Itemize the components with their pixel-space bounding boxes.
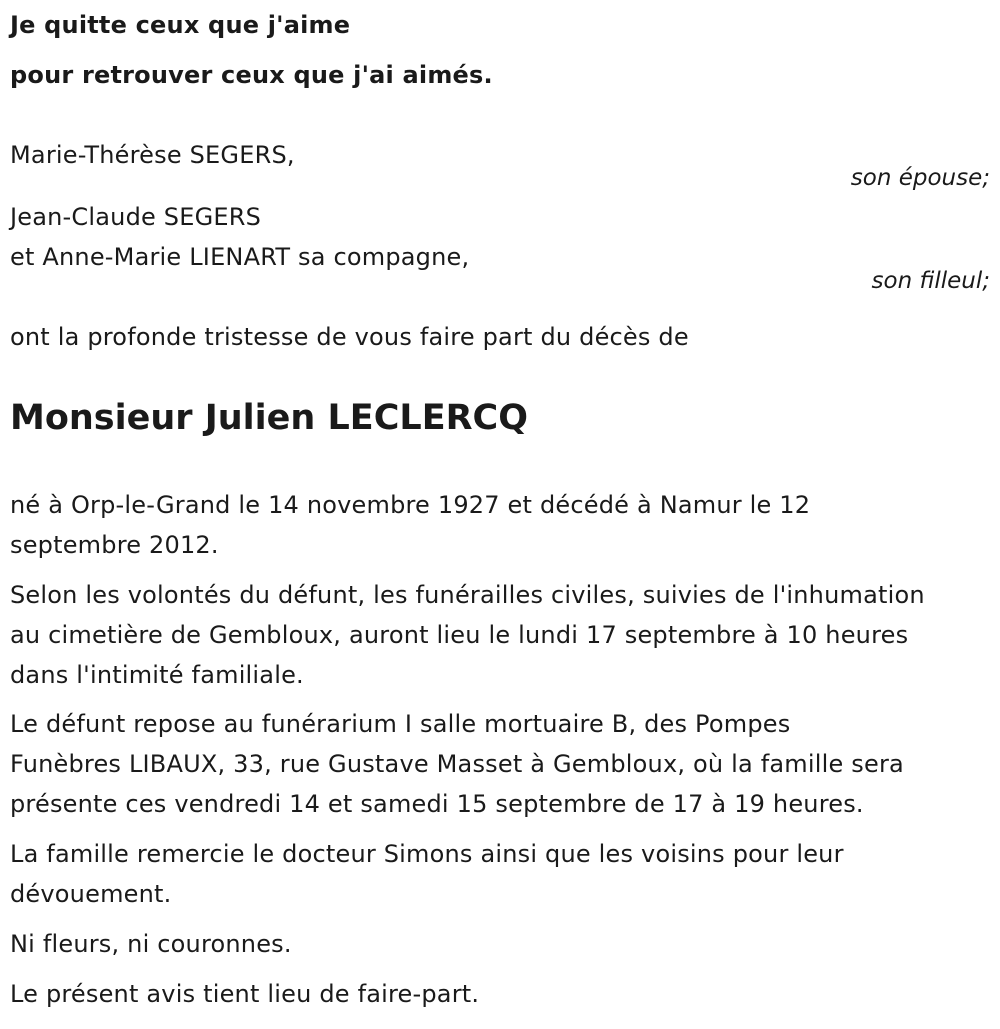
paragraph-line: né à Orp-le-Grand le 14 novembre 1927 et décédé à Namur le 12 — [10, 491, 811, 519]
paragraph-line: Le défunt repose au funérarium I salle mortuaire B, des Pompes — [10, 710, 791, 738]
epigraph-line-2: pour retrouver ceux que j'ai aimés. — [10, 61, 493, 89]
paragraph-line: dévouement. — [10, 880, 172, 908]
paragraph-line: Funèbres LIBAUX, 33, rue Gustave Masset à Gembloux, où la famille sera — [10, 750, 904, 778]
birth-death-paragraph — [10, 485, 995, 565]
godson-relation: son filleul; — [871, 268, 990, 294]
deceased-name: Monsieur Julien LECLERCQ — [10, 398, 528, 438]
thanks-paragraph — [10, 834, 995, 914]
godson-name: Jean-Claude SEGERS — [10, 203, 262, 231]
rest-paragraph — [10, 704, 995, 824]
godson-partner: et Anne-Marie LIENART sa compagne, — [10, 243, 470, 271]
paragraph-line: La famille remercie le docteur Simons ainsi que les voisins pour leur — [10, 840, 844, 868]
epigraph-line-1: Je quitte ceux que j'aime — [10, 11, 351, 39]
notice-paragraph — [10, 974, 995, 1014]
paragraph-line: dans l'intimité familiale. — [10, 661, 304, 689]
spouse-name: Marie-Thérèse SEGERS, — [10, 141, 295, 169]
paragraph-line: septembre 2012. — [10, 531, 219, 559]
paragraph-line: Ni fleurs, ni couronnes. — [10, 930, 292, 958]
flowers-paragraph — [10, 924, 995, 964]
paragraph-line: Le présent avis tient lieu de faire-part. — [10, 980, 480, 1008]
paragraph-line: au cimetière de Gembloux, auront lieu le lundi 17 septembre à 10 heures — [10, 621, 909, 649]
paragraph-line: Selon les volontés du défunt, les funérailles civiles, suivies de l'inhumation — [10, 581, 925, 609]
funeral-paragraph — [10, 575, 995, 695]
spouse-relation: son épouse; — [850, 165, 990, 191]
paragraph-line: présente ces vendredi 14 et samedi 15 septembre de 17 à 19 heures. — [10, 790, 864, 818]
announcement: ont la profonde tristesse de vous faire part du décès de — [10, 323, 689, 351]
